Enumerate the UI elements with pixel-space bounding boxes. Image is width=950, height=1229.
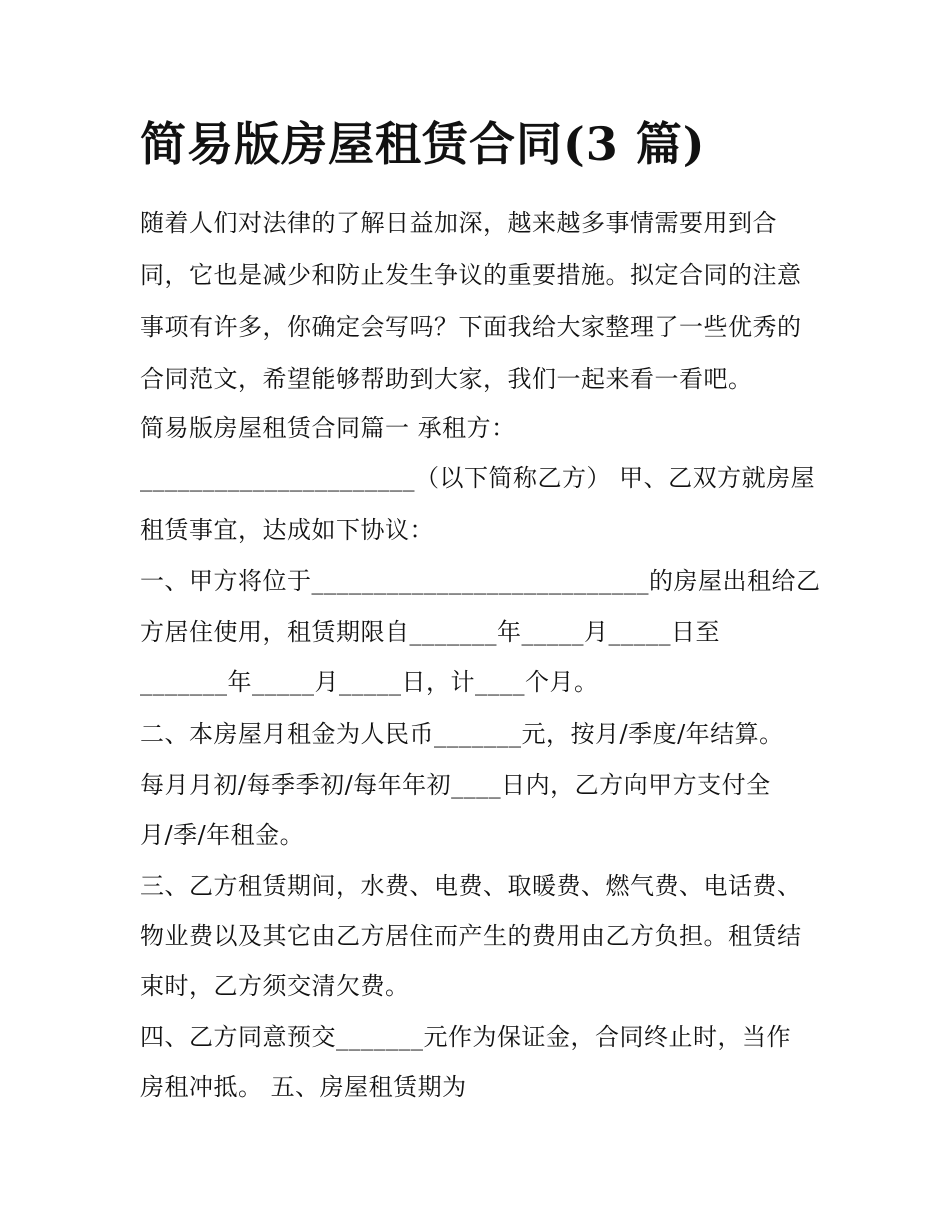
section-heading-line: 简易版房屋租赁合同篇一 承租方： xyxy=(140,414,516,442)
document-title: 简易版房屋租赁合同(3 篇) xyxy=(140,117,706,171)
text-line: _______年_____月_____日，计____个月。 xyxy=(140,668,599,696)
clause-4-line: 四、乙方同意预交_______元作为保证金，合同终止时，当作 xyxy=(140,1023,791,1051)
text-line: 方居住使用，租赁期限自_______年_____月_____日至 xyxy=(140,618,720,646)
text-line: 事项有许多，你确定会写吗？下面我给大家整理了一些优秀的 xyxy=(140,313,802,341)
clause-1-line: 一、甲方将位于___________________________的房屋出租给乙 xyxy=(140,567,821,595)
text-line: 合同范文，希望能够帮助到大家，我们一起来看一看吧。 xyxy=(140,365,753,393)
text-line: 月/季/年租金。 xyxy=(140,821,305,849)
clause-3-line: 三、乙方租赁期间，水费、电费、取暖费、燃气费、电话费、 xyxy=(140,872,802,900)
text-line: 物业费以及其它由乙方居住而产生的费用由乙方负担。租赁结 xyxy=(140,922,802,950)
text-line: ______________________（以下简称乙方） 甲、乙双方就房屋 xyxy=(140,464,816,492)
text-line: 每月月初/每季季初/每年年初____日内，乙方向甲方支付全 xyxy=(140,771,771,799)
text-line: 随着人们对法律的了解日益加深，越来越多事情需要用到合 xyxy=(140,209,777,237)
clause-2-line: 二、本房屋月租金为人民币_______元，按月/季度/年结算。 xyxy=(140,720,784,748)
text-line: 租赁事宜，达成如下协议： xyxy=(140,516,434,544)
text-line: 束时，乙方须交清欠费。 xyxy=(140,972,410,1000)
clause-5-line: 房租冲抵。 五、房屋租赁期为 xyxy=(140,1073,467,1101)
text-line: 同，它也是减少和防止发生争议的重要措施。拟定合同的注意 xyxy=(140,261,802,289)
